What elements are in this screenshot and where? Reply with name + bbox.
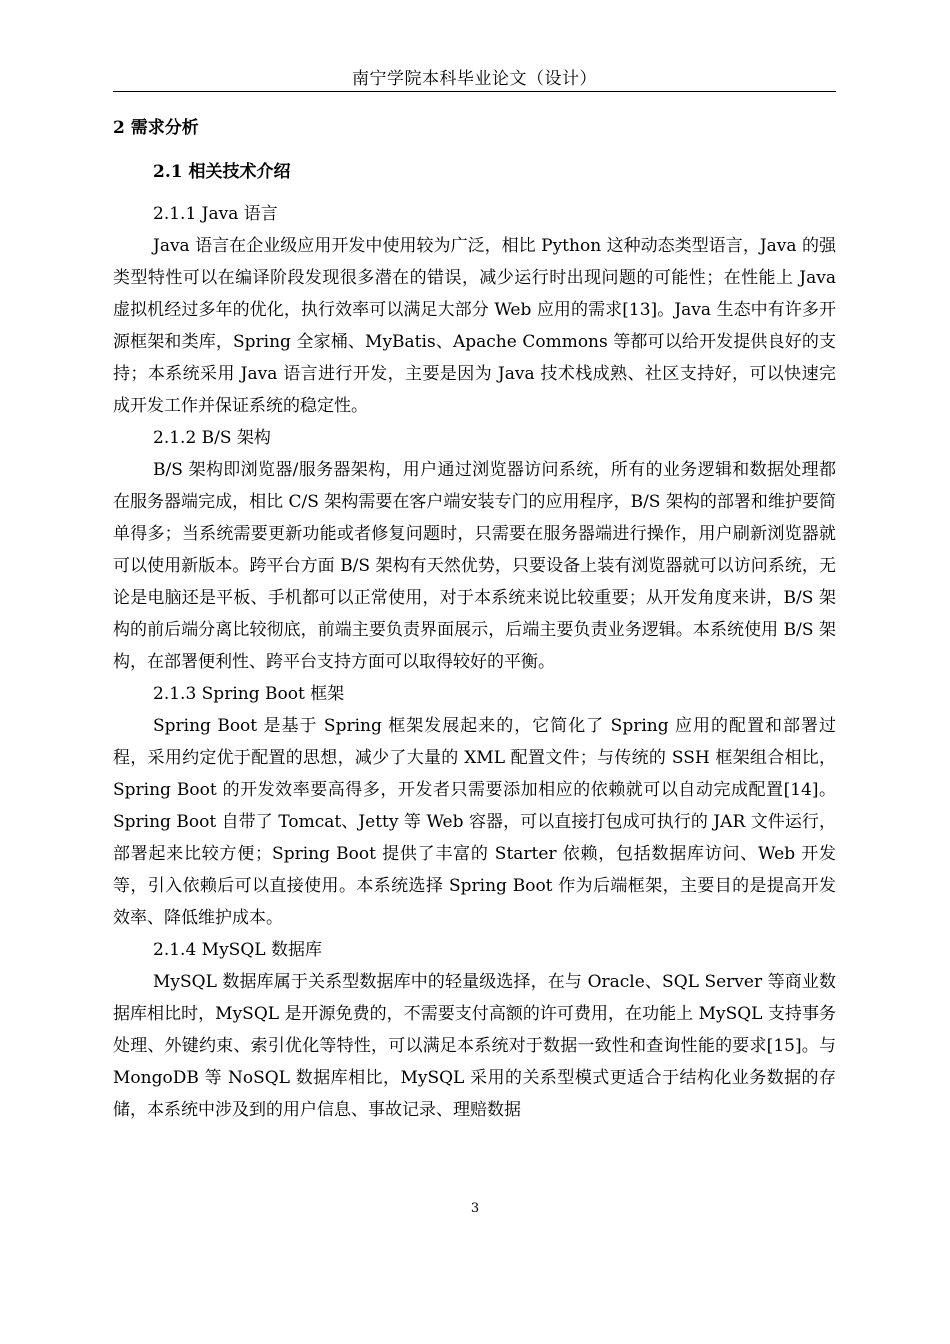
page-content [113, 112, 836, 1126]
paragraph-java: Java 语言在企业级应用开发中使用较为广泛，相比 Python 这种动态类型语言，Java 的强类型特性可以在编译阶段发现很多潜在的错误，减少运行时出现问题的可能性；在性能上 Java 虚拟机经过多年的优化，执行效率可以满足大部分 Web 应用的需求[13]。Java 生态中有许多开源框架和类库，Spring 全家桶、MyBatis、Apache Commons 等都可以给开发提供良好的支持；本系统采用 Java 语言进行开发，主要是因为 Java 技术栈成熟、社区支持好，可以快速完成开发工作并保证系统的稳定性。 [113, 236, 836, 416]
subsection-heading-java: 2.1.1 Java 语言 [153, 204, 278, 224]
page-number: 3 [470, 1201, 480, 1216]
header-rule [113, 91, 836, 92]
subsection-heading-bs: 2.1.2 B/S 架构 [153, 428, 271, 448]
page-header: 南宁学院本科毕业论文（设计） [352, 69, 597, 89]
chapter-heading: 2 需求分析 [113, 118, 199, 138]
paragraph-mysql: MySQL 数据库属于关系型数据库中的轻量级选择，在与 Oracle、SQL Server 等商业数据库相比时，MySQL 是开源免费的，不需要支付高额的许可费用，在功能上 MySQL 支持事务处理、外键约束、索引优化等特性，可以满足本系统对于数据一致性和查询性能的要求[15]。与 MongoDB 等 NoSQL 数据库相比，MySQL 采用的关系型模式更适合于结构化业务数据的存储，本系统中涉及到的用户信息、事故记录、理赔数据 [113, 972, 836, 1120]
paragraph-bs: B/S 架构即浏览器/服务器架构，用户通过浏览器访问系统，所有的业务逻辑和数据处理都在服务器端完成，相比 C/S 架构需要在客户端安装专门的应用程序，B/S 架构的部署和维护要简单得多；当系统需要更新功能或者修复问题时，只需要在服务器端进行操作，用户刷新浏览器就可以使用新版本。跨平台方面 B/S 架构有天然优势，只要设备上装有浏览器就可以访问系统，无论是电脑还是平板、手机都可以正常使用，对于本系统来说比较重要；从开发角度来讲，B/S 架构的前后端分离比较彻底，前端主要负责界面展示，后端主要负责业务逻辑。本系统使用 B/S 架构，在部署便利性、跨平台支持方面可以取得较好的平衡。 [113, 460, 836, 672]
section-heading: 2.1 相关技术介绍 [153, 162, 291, 182]
subsection-heading-mysql: 2.1.4 MySQL 数据库 [153, 940, 322, 960]
paragraph-springboot: Spring Boot 是基于 Spring 框架发展起来的，它简化了 Spring 应用的配置和部署过程，采用约定优于配置的思想，减少了大量的 XML 配置文件；与传统的 SSH 框架组合相比，Spring Boot 的开发效率要高得多，开发者只需要添加相应的依赖就可以自动完成配置[14]。Spring Boot 自带了 Tomcat、Jetty 等 Web 容器，可以直接打包成可执行的 JAR 文件运行，部署起来比较方便；Spring Boot 提供了丰富的 Starter 依赖，包括数据库访问、Web 开发等，引入依赖后可以直接使用。本系统选择 Spring Boot 作为后端框架，主要目的是提高开发效率、降低维护成本。 [113, 716, 836, 928]
subsection-heading-springboot: 2.1.3 Spring Boot 框架 [153, 684, 345, 704]
